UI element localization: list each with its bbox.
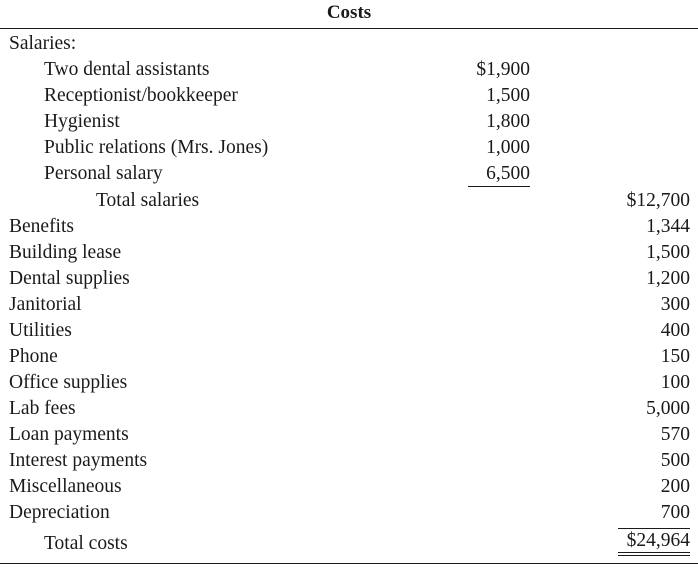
expense-label: Interest payments [9,450,148,471]
expense-amount: 1,500 [646,242,690,263]
expense-label: Dental supplies [9,268,130,289]
total-salaries-amount: $12,700 [626,190,690,211]
total-costs-amount: $24,964 [618,528,690,556]
expense-amount: 300 [660,294,690,315]
expense-row [0,448,698,474]
salary-row [0,161,698,187]
expense-label: Office supplies [9,372,128,393]
expense-label: Phone [9,346,58,367]
expense-row [0,422,698,448]
expense-label: Lab fees [9,398,76,419]
expense-row [0,396,698,422]
salaries-heading-row [0,31,698,57]
expense-row [0,266,698,292]
expense-amount: 700 [660,502,690,523]
expense-label: Depreciation [9,502,110,523]
expense-amount: 5,000 [646,398,690,419]
expense-row [0,344,698,370]
salary-label: Public relations (Mrs. Jones) [44,137,269,158]
salary-amount: $1,900 [476,59,530,80]
salary-amount: 6,500 [486,163,530,184]
expense-row [0,318,698,344]
total-costs-row [0,528,698,558]
expense-amount: 1,200 [646,268,690,289]
salaries-heading: Salaries: [9,33,77,54]
expense-row [0,500,698,526]
expense-row [0,292,698,318]
total-costs-label: Total costs [44,533,128,554]
salary-amount: 1,000 [486,137,530,158]
expense-amount: 100 [660,372,690,393]
salary-label: Receptionist/bookkeeper [44,85,238,106]
total-salaries-row [0,188,698,214]
salary-row [0,135,698,161]
expense-amount: 200 [660,476,690,497]
table-title: Costs [326,2,372,23]
expense-label: Miscellaneous [9,476,122,497]
salary-label: Two dental assistants [44,59,210,80]
expense-label: Building lease [9,242,122,263]
header-rule [0,28,698,29]
expense-label: Janitorial [9,294,82,315]
expense-amount: 1,344 [646,216,690,237]
footer-rule [0,563,698,564]
expense-label: Utilities [9,320,72,341]
salary-label: Hygienist [44,111,120,132]
expense-amount: 500 [660,450,690,471]
expense-amount: 400 [660,320,690,341]
expense-amount: 150 [660,346,690,367]
salary-row [0,109,698,135]
salary-label: Personal salary [44,163,163,184]
salary-row [0,83,698,109]
expense-row [0,370,698,396]
expense-label: Loan payments [9,424,129,445]
total-salaries-label: Total salaries [96,190,200,211]
salary-row [0,57,698,83]
expense-amount: 570 [660,424,690,445]
expense-label: Benefits [9,216,74,237]
expense-row [0,474,698,500]
salary-amount: 1,500 [486,85,530,106]
expense-row [0,240,698,266]
expense-row [0,214,698,240]
salary-amount: 1,800 [486,111,530,132]
